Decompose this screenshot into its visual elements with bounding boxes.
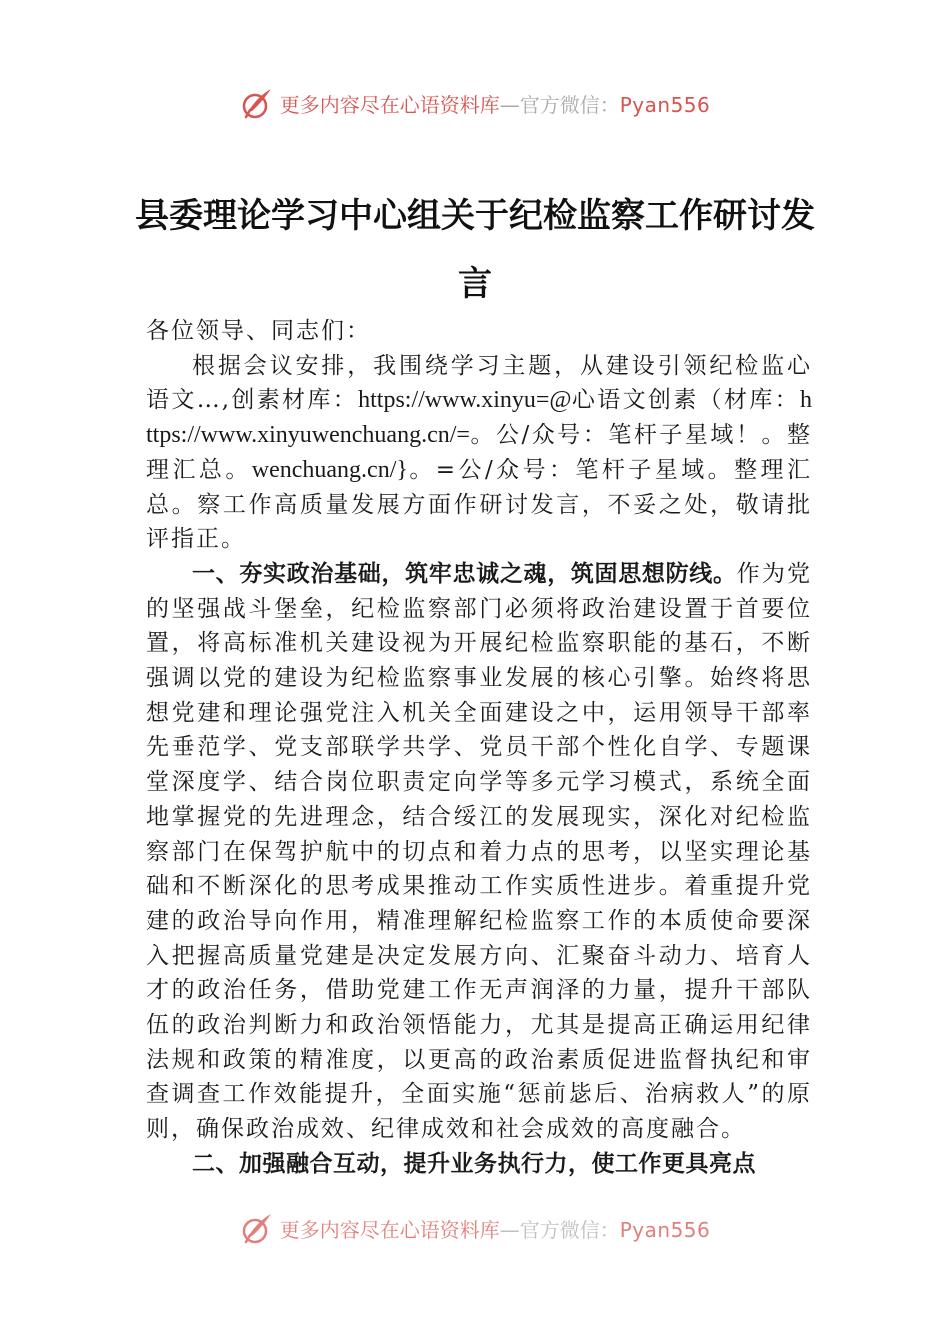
section-1-heading: 一、夯实政治基础，筑牢忠诚之魂，筑固思想防线。 (192, 560, 737, 587)
intro-link-1: https://www.xinyu=@ (358, 387, 572, 414)
intro-link-3: wenchuang.cn/} (251, 456, 408, 483)
section-1-paragraph (146, 557, 812, 1147)
quill-logo-icon (240, 1211, 274, 1245)
intro-text-3: 。公/众号：笔杆子星域！。整理汇总。 (146, 422, 812, 483)
intro-text-2: 心语文创素（材库： (571, 387, 801, 414)
watermark-footer (0, 1211, 950, 1245)
section-2-heading: 二、加强融合互动，提升业务执行力，使工作更具亮点 (192, 1150, 756, 1177)
watermark-wechat-id: Pyan556 (619, 1217, 711, 1242)
intro-paragraph (146, 349, 812, 557)
intro-link-2: https://www.xinyuwenchuang.cn/= (146, 387, 813, 449)
intro-text-1: 根据会议安排，我围绕学习主题，从建设引领纪检监心语文…,创素材库： (146, 352, 812, 414)
watermark-label: —官方微信： (499, 92, 620, 117)
document-body (146, 314, 812, 1182)
watermark-text: 更多内容尽在心语资料库 (279, 92, 500, 117)
watermark-wechat-id: Pyan556 (619, 92, 711, 117)
document-title: 县委理论学习中心组关于纪检监察工作研讨发言 (135, 196, 815, 304)
quill-logo-icon (240, 86, 274, 120)
section-1-body: 作为党的坚强战斗堡垒，纪检监察部门必须将政治建设置于首要位置，将高标准机关建设视为开展纪检监察职能的基石，不断强调以党的建设为纪检监察事业发展的核心引擎。始终将思想党建和理论强党注入机关全面建设之中，运用领导干部率先垂范学、党支部联学共学、党员干部个性化自学、专题课堂深度学、结合岗位职责定向学等多元学习模式，系统全面地掌握党的先进理念，结合绥江的发展现实，深化对纪检监察部门在保驾护航中的切点和着力点的思考，以坚实理论基础和不断深化的思考成果推动工作实质性进步。着重提升党建的政治导向作用，精准理解纪检监察工作的本质使命要深入把握高质量党建是决定发展方向、汇聚奋斗动力、培育人才的政治任务，借助党建工作无声润泽的力量，提升干部队伍的政治判断力和政治领悟能力，尤其是提高正确运用纪律法规和政策的精准度，以更高的政治素质促进监督执纪和审查调查工作效能提升，全面实施“惩前毖后、治病救人”的原则，确保政治成效、纪律成效和社会成效的高度融合。 (146, 560, 813, 1143)
section-2-paragraph (146, 1147, 812, 1182)
salutation: 各位领导、同志们： (146, 318, 371, 344)
watermark-label: —官方微信： (499, 1217, 620, 1242)
watermark-header (0, 86, 950, 120)
intro-text-4: 。=公/众号：笔杆子星域。整理汇总。察工作高质量发展方面作研讨发言，不妥之处，敬请批评指正。 (146, 456, 812, 553)
watermark-text: 更多内容尽在心语资料库 (279, 1217, 500, 1242)
